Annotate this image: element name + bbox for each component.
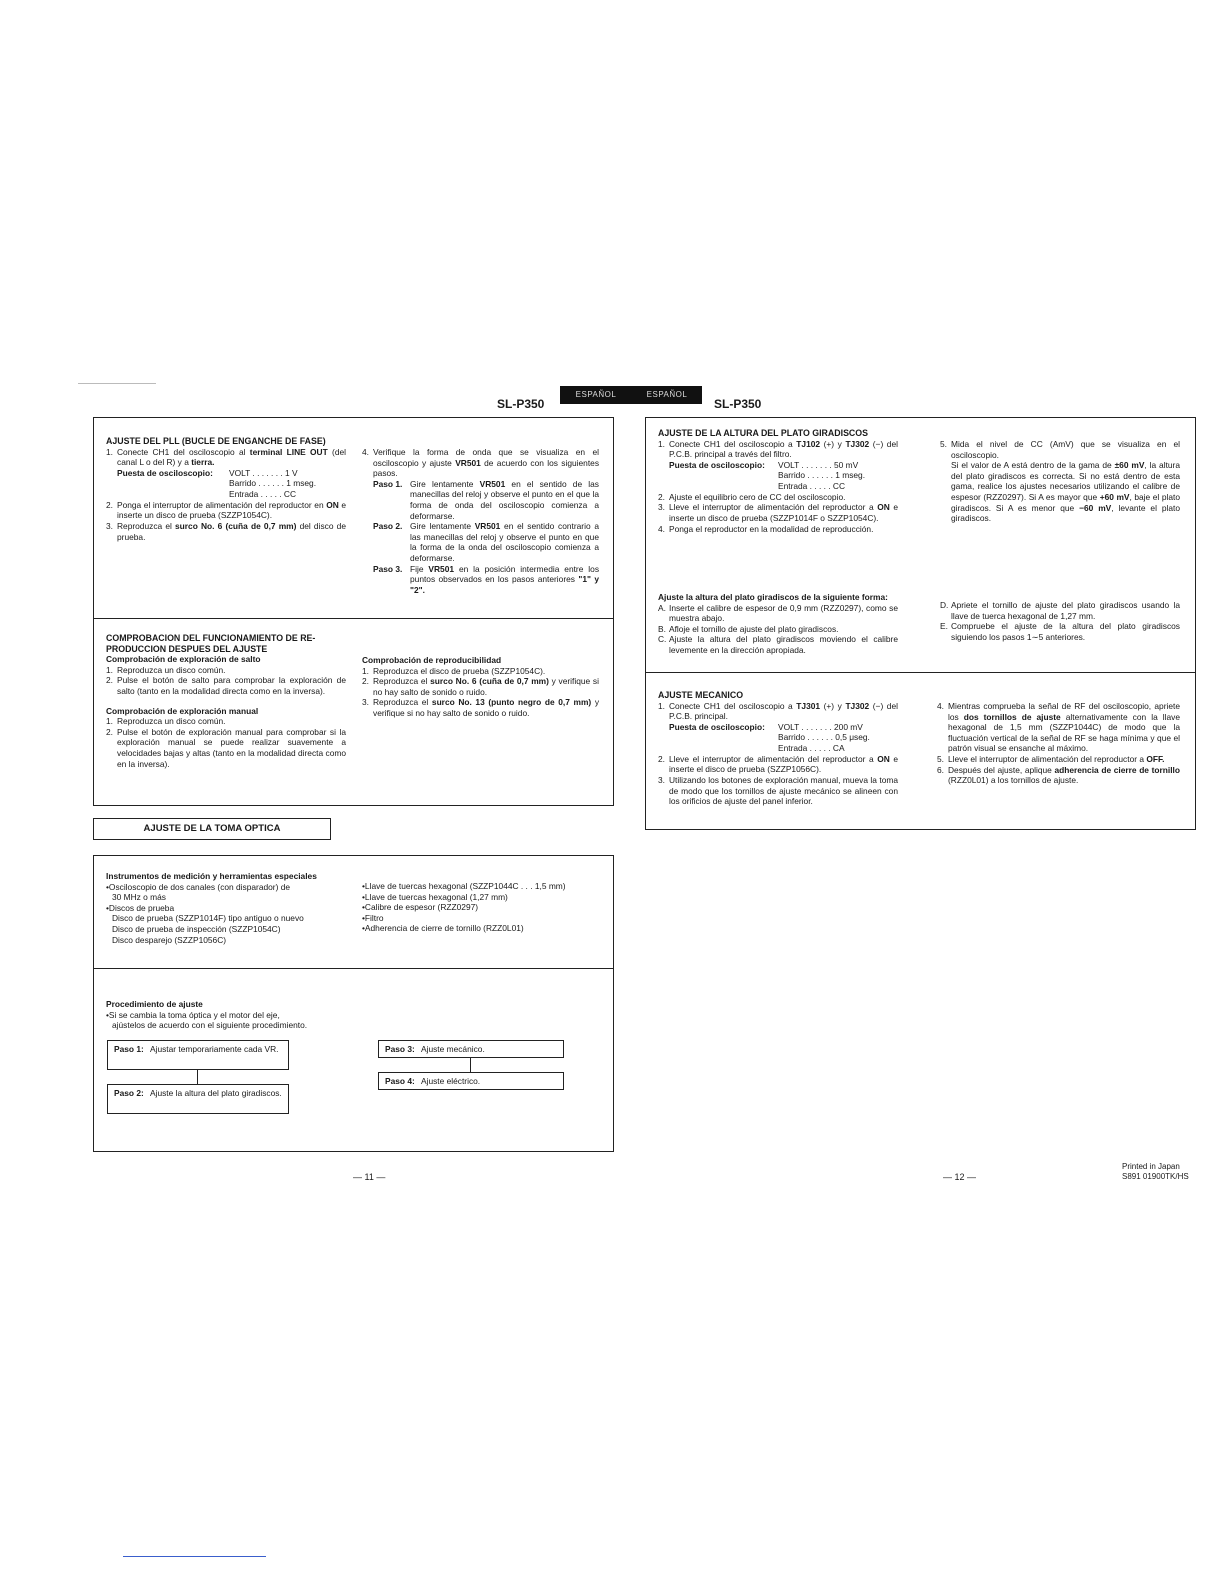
mecanico-step-5: 5. Lleve el interruptor de alimentación del reproductor a OFF. <box>937 753 1165 764</box>
mecanico-right-column <box>937 701 1180 786</box>
altura-right-column <box>940 439 1180 524</box>
instrument-item: •Calibre de espesor (RZZ0297) <box>362 902 479 913</box>
flow-step-2: Paso 2: Ajuste la altura del plato giradiscos. <box>107 1084 289 1114</box>
salto-step-2: 2. Pulse el botón de salto para comprobar la exploración de salto (tanto en la modalidad directa como en la inversa). <box>106 675 346 696</box>
pll-paso-1: Paso 1. Gire lentamente VR501 en el sentido de las manecillas del reloj y observe el punto en el que la forma de onda del osciloscopio comienza a deformarse. <box>373 478 599 521</box>
mecanico-left-column <box>658 690 898 807</box>
altura-forma-a: A. Inserte el calibre de espesor de 0,9 mm (RZZ0297), como se muestra abajo. <box>658 602 898 624</box>
repro-step-2: 2. Reproduzca el surco No. 6 (cuña de 0,7 mm) y verifique si no hay salto de sonido o ruido. <box>362 676 599 697</box>
comprobacion-title-2: PRODUCCION DESPUES DEL AJUSTE <box>106 643 268 654</box>
pll-step-2: 2. Ponga el interruptor de alimentación del reproductor en ON e inserte un disco de prueba (SZZP1054C). <box>106 499 346 521</box>
instrument-item: •Filtro <box>362 912 384 923</box>
altura-forma-b: B. Afloje el tornillo de ajuste del plato giradiscos. <box>658 623 839 634</box>
toma-optica-title-box <box>93 818 331 840</box>
pll-paso-3: Paso 3. Fije VR501 en la posición intermedia entre los puntos observados en los pasos anteriores "1" y "2". <box>373 563 600 595</box>
salto-step-1: 1. Reproduzca un disco común. <box>106 664 226 675</box>
instrument-item: •Discos de prueba <box>106 902 175 913</box>
scan-mark-bottom <box>123 1556 266 1557</box>
pll-left-column <box>106 436 346 542</box>
altura-step-5: 5. Mida el nivel de CC (AmV) que se visualiza en el osciloscopio. Si el valor de A está dentro de la gama de ±60 mV, la altura del plato giradiscos es correcta. Si no está dentro de esta gama, realice los ajustes necesarios utilizando el calibre de espesor (RZZ0297). Si A es mayor que +60 mV, baje el plato giradiscos. Si A es menor que −60 mV, levante el plato giradiscos. <box>940 439 1181 524</box>
language-tab-right: ESPAÑOL <box>632 386 702 404</box>
repro-title: Comprobación de reproducibilidad <box>362 655 502 665</box>
section-divider <box>645 672 1196 673</box>
pll-step-4: 4. Verifique la forma de onda que se visualiza en el osciloscopio y ajuste VR501 de acuerdo con los siguientes pasos. <box>362 447 600 479</box>
mecanico-step-4: 4. Mientras comprueba la señal de RF del osciloscopio, apriete los dos tornillos de ajuste alternativamente con la llave hexagonal de 1,5 mm (SZZP1044C) de modo que la fluctuación vertical de la señal de RF se haga mínima y que el patrón visual se ensanche al máximo. <box>937 701 1180 754</box>
mecanico-scope-setting: Puesta de osciloscopio: VOLT . . . . . . . 200 mV Barrido . . . . . . 0,5 μseg. Entrada . . . . . CA <box>669 721 870 753</box>
altura-forma-left <box>658 592 898 656</box>
flow-step-3: Paso 3: Ajuste mecánico. <box>378 1040 564 1058</box>
mecanico-title: AJUSTE MECANICO <box>658 690 744 700</box>
pll-scope-setting: Puesta de osciloscopio: VOLT . . . . . . . 1 V Barrido . . . . . . 1 mseg. Entrada . . . . . CC <box>117 467 317 499</box>
mecanico-step-2: 2. Lleve el interruptor de alimentación del reproductor a ON e inserte el disco de prueba (SZZP1056C). <box>658 753 898 775</box>
manual-title: Comprobación de exploración manual <box>106 705 259 716</box>
pll-step-1: 1. Conecte CH1 del osciloscopio al terminal LINE OUT (del canal L o del R) y a tierra. <box>106 446 347 468</box>
altura-step-1: 1. Conecte CH1 del osciloscopio a TJ102 (+) y TJ302 (−) del P.C.B. principal a través del filtro. <box>658 438 898 460</box>
mecanico-step-1: 1. Conecte CH1 del osciloscopio a TJ301 (+) y TJ302 (−) del P.C.B. principal. <box>658 700 898 722</box>
comprobacion-title-1: COMPROBACION DEL FUNCIONAMIENTO DE RE- <box>106 633 316 643</box>
pll-title: AJUSTE DEL PLL (BUCLE DE ENGANCHE DE FASE) <box>106 436 326 446</box>
comprobacion-left-column <box>106 633 346 769</box>
altura-step-4: 4. Ponga el reproductor en la modalidad de reproducción. <box>658 523 874 534</box>
instrument-item: •Llave de tuercas hexagonal (1,27 mm) <box>362 891 508 902</box>
pll-paso-2: Paso 2. Gire lentamente VR501 en el sentido contrario a las manecillas del reloj y observe el punto en que la forma de la onda del osciloscopio comienza a deformarse. <box>373 521 599 563</box>
instrumentos-right <box>362 881 607 934</box>
mecanico-step-6: 6. Después del ajuste, aplique adherencia de cierre de tornillo (RZZ0L01) a los tornillos de ajuste. <box>937 764 1180 786</box>
repro-step-3: 3. Reproduzca el surco No. 13 (punto negro de 0,7 mm) y verifique si no hay salto de sonido o ruido. <box>362 697 600 718</box>
repro-step-1: 1. Reproduzca el disco de prueba (SZZP1054C). <box>362 665 546 676</box>
altura-forma-d: D. Apriete el tornillo de ajuste del plato giradiscos usando la llave de tuerca hexagonal de 1,27 mm. <box>940 600 1180 621</box>
altura-left-column <box>658 428 898 534</box>
comprobacion-right-column <box>362 655 599 719</box>
procedimiento-intro-line: •Si se cambia la toma óptica y el motor del eje, <box>106 1009 280 1020</box>
mecanico-step-3: 3. Utilizando los botones de exploración manual, mueva la toma de modo que los tornillos de ajuste mecánico se alineen con los orificios de ajuste del panel inferior. <box>658 774 898 807</box>
scan-mark-top <box>78 383 156 384</box>
model-label-left: SL-P350 <box>497 397 545 411</box>
instrument-item: •Llave de tuercas hexagonal (SZZP1044C . . . 1,5 mm) <box>362 881 566 891</box>
section-divider <box>93 618 614 619</box>
flow-connector <box>470 1058 471 1072</box>
instrumentos-left <box>106 871 356 945</box>
instrument-item: Disco de prueba de inspección (SZZP1054C) <box>112 923 281 934</box>
altura-scope-setting: Puesta de osciloscopio: VOLT . . . . . . . 50 mV Barrido . . . . . . 1 mseg. Entrada . . . . . CC <box>669 459 866 491</box>
page-number-right: — 12 — <box>943 1172 977 1182</box>
manual-step-1: 1. Reproduzca un disco común. <box>106 716 226 727</box>
section-divider <box>93 968 614 969</box>
procedimiento-intro <box>106 999 406 1031</box>
instrument-item: Disco desparejo (SZZP1056C) <box>112 934 227 945</box>
page-number-left: — 11 — <box>353 1172 386 1182</box>
printed-in: Printed in Japan <box>1122 1162 1180 1171</box>
instrument-item: Disco de prueba (SZZP1014F) tipo antiguo o nuevo <box>112 913 304 924</box>
flow-connector <box>197 1070 198 1084</box>
instrument-item: •Osciloscopio de dos canales (con disparador) de <box>106 881 291 892</box>
flow-step-4: Paso 4: Ajuste eléctrico. <box>378 1072 564 1090</box>
pll-right-column <box>362 447 599 595</box>
altura-title: AJUSTE DE LA ALTURA DEL PLATO GIRADISCOS <box>658 428 868 438</box>
altura-forma-right <box>940 600 1180 642</box>
toma-optica-title: AJUSTE DE LA TOMA OPTICA <box>143 823 281 834</box>
procedimiento-title: Procedimiento de ajuste <box>106 999 203 1009</box>
model-label-right: SL-P350 <box>714 397 762 411</box>
pll-step-3: 3. Reproduzca el surco No. 6 (cuña de 0,7 mm) del disco de prueba. <box>106 520 346 542</box>
instrument-item: •Adherencia de cierre de tornillo (RZZ0L01) <box>362 923 524 934</box>
manual-step-2: 2. Pulse el botón de exploración manual para comprobar si la exploración manual se puede realizar suavemente a velocidades bajas y altas (tanto en la modalidad directa como en la inversa). <box>106 726 346 769</box>
print-code: S891 01900TK/HS <box>1122 1172 1189 1181</box>
altura-step-2: 2. Ajuste el equilibrio cero de CC del osciloscopio. <box>658 491 846 502</box>
altura-step-3: 3. Lleve el interruptor de alimentación del reproductor a ON e inserte un disco de prueba (SZZP1014F o SZZP1054C). <box>658 502 898 523</box>
salto-title: Comprobación de exploración de salto <box>106 654 261 665</box>
language-tab-left: ESPAÑOL <box>560 386 632 404</box>
procedimiento-intro-line: ajústelos de acuerdo con el siguiente procedimiento. <box>112 1020 308 1031</box>
flow-step-1: Paso 1: Ajustar temporariamente cada VR. <box>107 1040 289 1070</box>
altura-forma-c: C. Ajuste la altura del plato giradiscos moviendo el calibre levemente en la dirección apropiada. <box>658 634 898 655</box>
altura-forma-e: E. Compruebe el ajuste de la altura del plato giradiscos siguiendo los pasos 1∼5 anteriores. <box>940 621 1180 642</box>
altura-forma-title: Ajuste la altura del plato giradiscos de la siguiente forma: <box>658 592 888 602</box>
instrument-item: 30 MHz o más <box>112 892 166 903</box>
instrumentos-title: Instrumentos de medición y herramientas especiales <box>106 871 317 881</box>
